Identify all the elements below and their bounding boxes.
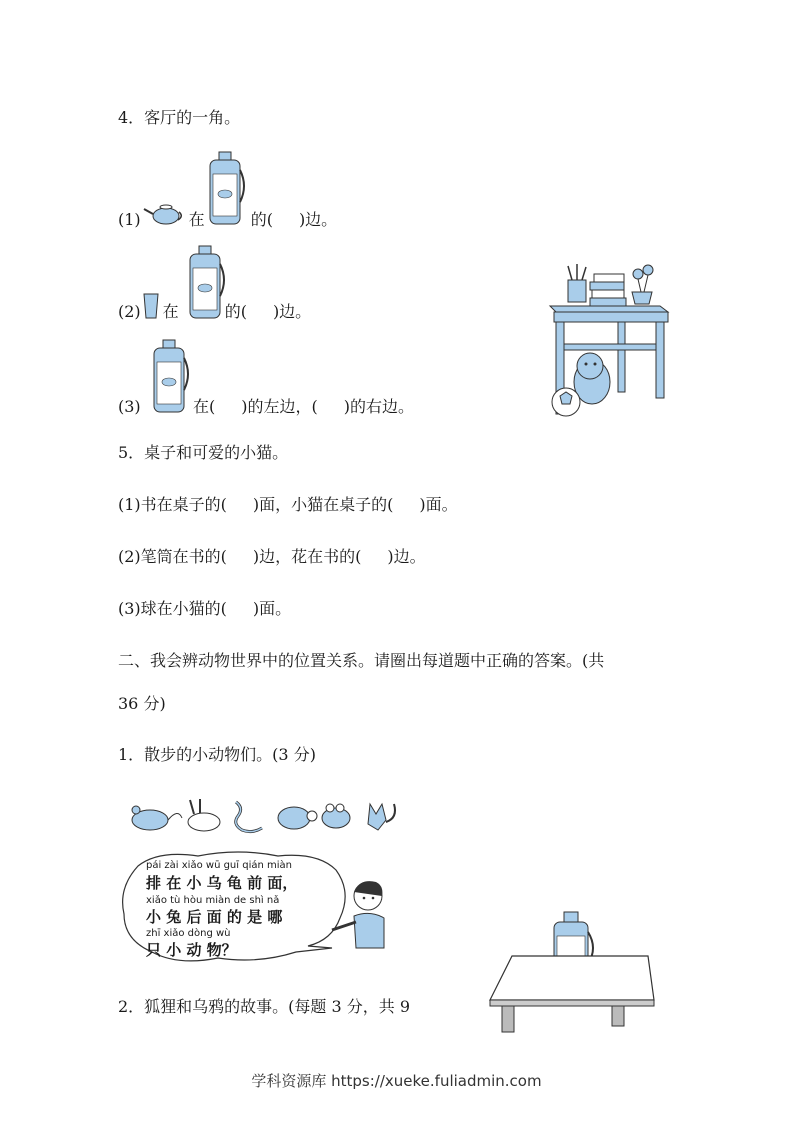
table-thermos-illustration	[488, 908, 656, 1034]
q4-title: 4．客厅的一角。	[118, 108, 241, 127]
bubble-pinyin-2: xiǎo tù hòu miàn de shì nǎ	[146, 895, 280, 906]
animals-row-illustration	[126, 798, 402, 836]
bubble-pinyin-3: zhī xiǎo dòng wù	[146, 928, 231, 939]
q4-item2: (2) 在 的( )边。	[118, 302, 312, 321]
q4-item3-num: (3)	[118, 397, 141, 416]
s2q1-title: 1．散步的小动物们。(3 分)	[118, 745, 316, 764]
table-cat-illustration	[548, 262, 670, 418]
bubble-hanzi-3: 只 小 动 物？	[146, 941, 237, 959]
boy-illustration	[326, 876, 390, 950]
bubble-pinyin-1: pái zài xiǎo wū guī qián miàn	[146, 860, 292, 871]
footer-watermark: 学科资源库 https://xueke.fuliadmin.com	[251, 1072, 542, 1090]
q5-title: 5．桌子和可爱的小猫。	[118, 443, 289, 462]
s2q2-title: 2．狐狸和乌鸦的故事。(每题 3 分，共 9	[118, 997, 411, 1016]
q5-item1: (1)书在桌子的( )面，小猫在桌子的( )面。	[118, 495, 458, 514]
section2-heading: 二、我会辨动物世界中的位置关系。请圈出每道题中正确的答案。(共	[118, 651, 605, 670]
q5-item3: (3)球在小猫的( )面。	[118, 599, 292, 618]
bubble-hanzi-1: 排 在 小 乌 龟 前 面，	[146, 874, 298, 892]
q4-item3-rest: 在( )的左边，( )的右边。	[193, 397, 414, 416]
thermos-icon	[150, 338, 190, 414]
q4-item1: (1) 在 的( )边。	[118, 210, 338, 229]
q5-item2: (2)笔筒在书的( )边，花在书的( )边。	[118, 547, 426, 566]
section2-heading-cont: 36 分)	[118, 694, 166, 713]
bubble-hanzi-2: 小 兔 后 面 的 是 哪	[146, 908, 283, 926]
